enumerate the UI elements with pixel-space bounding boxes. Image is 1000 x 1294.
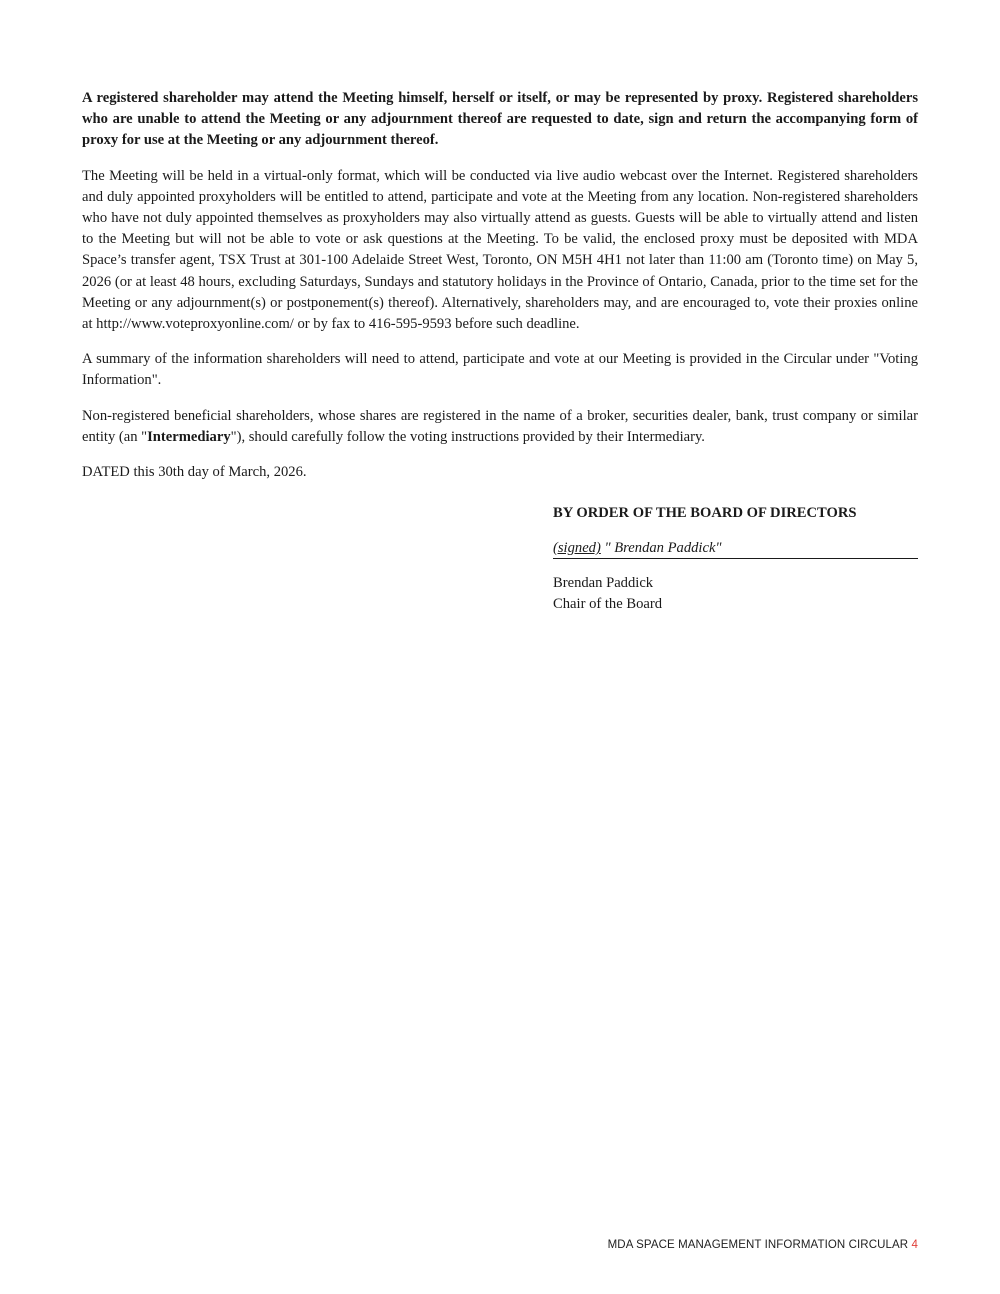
summary-paragraph: A summary of the information shareholders will need to attend, participate and vote at our Meeting is provided in the Circular under "Voting Information". [82,351,918,389]
document-body [82,88,918,615]
intermediary-term: Intermediary [147,428,231,445]
virtual-meeting-paragraph: The Meeting will be held in a virtual-only format, which will be conducted via live audio webcast over the Internet. Registered shareholders and duly appointed proxyholders will be entitled to attend, participate and vote at the Meeting from any location. Non-registered shareholders who have not duly appointed themselves as proxyholders may also virtually attend as guests. Guests will be able to virtually attend and listen to the Meeting but will not be able to vote or ask questions at the Meeting. To be valid, the enclosed proxy must be deposited with MDA Space’s transfer agent, TSX Trust at 301-100 Adelaide Street West, Toronto, ON M5H 4H1 not later than 11:00 am (Toronto time) on May 5, 2026 (or at least 48 hours, excluding Saturdays, Sundays and statutory holidays in the Province of Ontario, Canada, prior to the time set for the Meeting or any adjournment(s) or postponement(s) thereof). Alternatively, shareholders may, and are encouraged to, vote their proxies online at http://www.voteproxyonline.com/ or by fax to 416-595-9593 before such deadline. [82,167,918,333]
non-registered-text-start: Non-registered beneficial shareholders, whose shares are registered in the name of a broker, securities dealer, bank, trust company or similar entity (an " [82,407,918,445]
non-registered-paragraph [82,406,918,448]
signatory-title: Chair of the Board [553,596,663,613]
signed-name: " Brendan Paddick" [600,540,722,557]
signature-heading: BY ORDER OF THE BOARD OF DIRECTORS [553,505,857,522]
signatory-name: Brendan Paddick [553,575,654,592]
signed-label: (signed) [553,540,601,557]
page-footer [608,1239,918,1251]
proxy-attendance-paragraph: A registered shareholder may attend the Meeting himself, herself or itself, or may be represented by proxy. Registered shareholders who are unable to attend the Meeting or any adjournment thereof are requested to date, sign and return the accompanying form of proxy for use at the Meeting or any adjournment thereof. [82,90,918,149]
signature-block [553,503,918,615]
page-number: 4 [911,1239,918,1251]
signature-line [553,538,918,559]
non-registered-text-end: "), should carefully follow the voting instructions provided by their Intermediary. [230,428,705,445]
dated-line: DATED this 30th day of March, 2026. [82,464,307,481]
footer-text: MDA SPACE MANAGEMENT INFORMATION CIRCULAR [607,1239,909,1251]
